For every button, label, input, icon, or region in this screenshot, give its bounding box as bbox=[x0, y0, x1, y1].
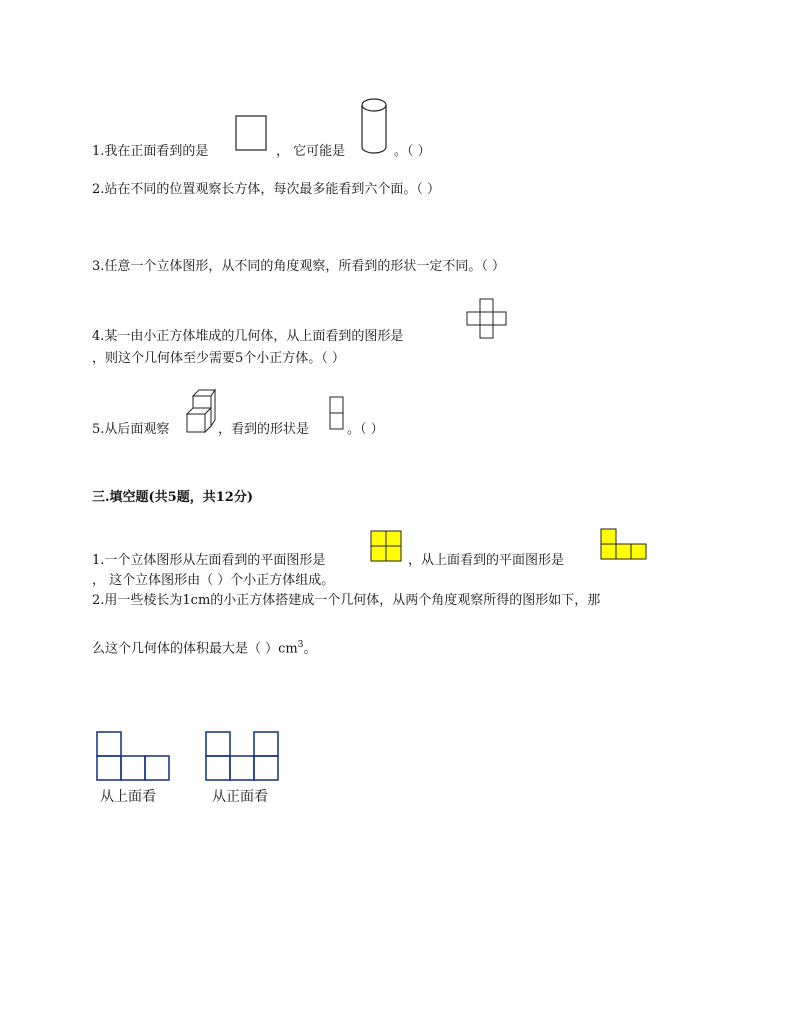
view-from-top-figure bbox=[96, 731, 172, 783]
cross-top-view-icon bbox=[466, 298, 510, 342]
yellow-top-view-icon bbox=[600, 528, 652, 562]
view-from-front-label: 从正面看 bbox=[212, 789, 268, 805]
judge-q5-after: 。（ ） bbox=[347, 422, 384, 437]
fill-q2-line2-text: 么这个几何体的体积最大是（ ）cm bbox=[92, 641, 298, 657]
judge-q4-line2: ，则这个几何体至少需要5个小正方体。（ ） bbox=[92, 351, 345, 366]
yellow-left-view-icon bbox=[370, 530, 404, 564]
square-front-view-icon bbox=[234, 114, 268, 154]
judge-q1-before: 1.我在正面看到的是 bbox=[92, 144, 209, 159]
view-from-front-figure bbox=[205, 731, 281, 783]
fill-q1-line2: ， 这个立体图形由（ ）个小正方体组成。 bbox=[92, 573, 335, 588]
fill-q1-before: 1.一个立体图形从左面看到的平面图形是 bbox=[92, 553, 326, 568]
judge-q3: 3.任意一个立体图形，从不同的角度观察，所看到的形状一定不同。（ ） bbox=[92, 259, 506, 274]
judge-q4-line1: 4.某一由小正方体堆成的几何体，从上面看到的图形是 bbox=[92, 329, 404, 344]
judge-q5-middle: ，看到的形状是 bbox=[218, 422, 310, 437]
view-from-top-label: 从上面看 bbox=[100, 789, 156, 805]
cylinder-icon bbox=[358, 96, 390, 158]
fill-q2-line2-end: 。 bbox=[303, 641, 317, 657]
fill-q1-middle: ，从上面看到的平面图形是 bbox=[408, 553, 565, 568]
section-fill-heading: 三.填空题(共5题，共12分) bbox=[92, 490, 253, 505]
judge-q1-middle: ， 它可能是 bbox=[276, 144, 346, 159]
judge-q5-before: 5.从后面观察 bbox=[92, 422, 170, 437]
judge-q1-after: 。（ ） bbox=[394, 144, 431, 159]
fill-q2-line1: 2.用一些棱长为1cm的小正方体搭建成一个几何体，从两个角度观察所得的图形如下，那 bbox=[92, 593, 601, 608]
two-square-column-icon bbox=[329, 396, 345, 432]
fill-q2-superscript: 3 bbox=[297, 640, 304, 650]
fill-q2-line2 bbox=[92, 637, 317, 657]
stacked-cubes-icon bbox=[185, 386, 217, 436]
judge-q1 bbox=[92, 144, 208, 160]
judge-q2: 2.站在不同的位置观察长方体，每次最多能看到六个面。（ ） bbox=[92, 182, 441, 197]
